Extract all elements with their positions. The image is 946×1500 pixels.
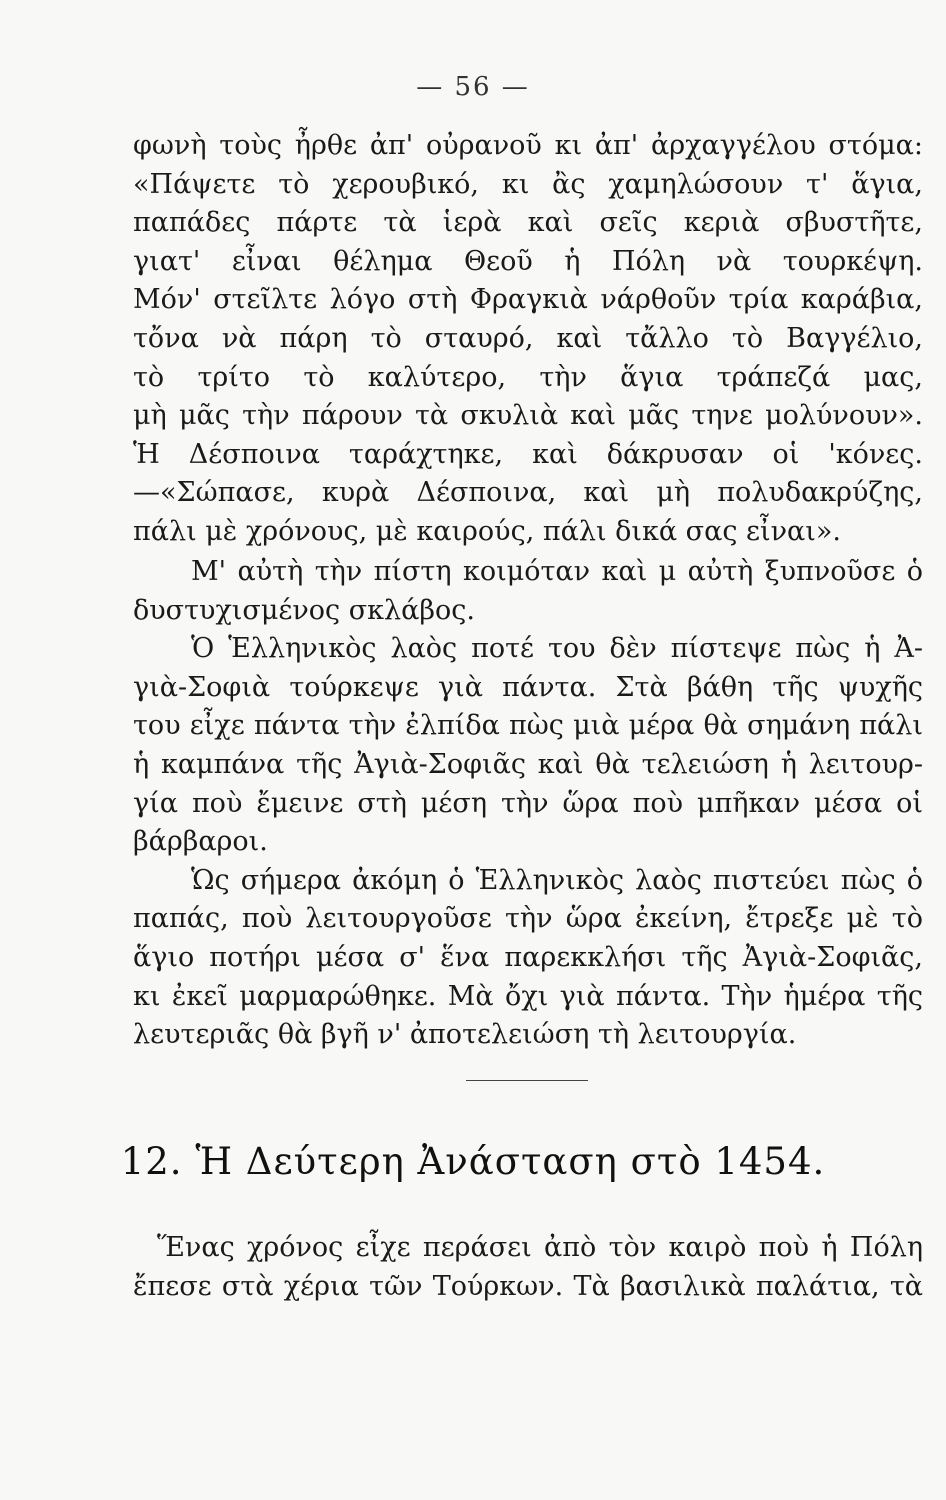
paragraph-line: γιὰ-Σοφιὰ τούρκεψε γιὰ πάντα. Στὰ βάθη τῆς ψυχῆς — [133, 671, 923, 703]
paragraph-line: λευτεριᾶς θὰ βγῆ ν' ἀποτελειώση τὴ λειτουργία. — [133, 1019, 797, 1051]
paragraph-line: κι ἐκεῖ μαρμαρώθηκε. Μὰ ὄχι γιὰ πάντα. Τὴν ἡμέρα τῆς — [133, 980, 923, 1012]
paragraph-line: βάρβαροι. — [133, 826, 268, 858]
verse-line: Ἡ Δέσποινα ταράχτηκε, καὶ δάκρυσαν οἱ 'κόνες. — [133, 438, 923, 470]
verse-line: τὄνα νὰ πάρη τὸ σταυρό, καὶ τἄλλο τὸ Βαγγέλιο, — [133, 322, 923, 354]
paragraph-line: Ὡς σήμερα ἀκόμη ὁ Ἑλληνικὸς λαὸς πιστεύει πὼς ὁ — [191, 864, 923, 896]
verse-line: παπάδες πάρτε τὰ ἱερὰ καὶ σεῖς κεριὰ σβυστῆτε, — [133, 207, 923, 239]
paragraph-line: Ὁ Ἑλληνικὸς λαὸς ποτέ του δὲν πίστεψε πὼς ἡ Ἀ- — [191, 633, 923, 665]
verse-block — [133, 127, 923, 552]
paragraph-line: δυστυχισμένος σκλάβος. — [133, 594, 475, 626]
page-number: — 56 — — [416, 72, 530, 102]
verse-line: τὸ τρίτο τὸ καλύτερο, τὴν ἅγια τράπεζά μας, — [133, 361, 923, 393]
verse-line: «Πάψετε τὸ χερουβικό, κι ἂς χαμηλώσουν τ' ἅγια, — [133, 168, 923, 200]
paragraph-line: γία ποὺ ἔμεινε στὴ μέση τὴν ὥρα ποὺ μπῆκαν μέσα οἱ — [133, 787, 923, 819]
paragraph-line: ἔπεσε στὰ χέρια τῶν Τούρκων. Τὰ βασιλικὰ παλάτια, τὰ — [133, 1270, 923, 1302]
section-divider — [466, 1080, 588, 1081]
chapter-opening — [133, 1229, 923, 1306]
prose-block — [133, 553, 923, 1055]
verse-line: φωνὴ τοὺς ἦρθε ἀπ' οὐρανοῦ κι ἀπ' ἀρχαγγέλου στόμα: — [133, 130, 923, 161]
verse-line: μὴ μᾶς τὴν πάρουν τὰ σκυλιὰ καὶ μᾶς τηνε μολύνουν». — [133, 400, 923, 432]
verse-line: πάλι μὲ χρόνους, μὲ καιρούς, πάλι δικά σας εἶναι». — [133, 515, 841, 547]
paragraph-line: του εἶχε πάντα τὴν ἐλπίδα πὼς μιὰ μέρα θὰ σημάνη πάλι — [133, 710, 923, 742]
paragraph-line: Μ' αὐτὴ τὴν πίστη κοιμόταν καὶ μ αὐτὴ ξυπνοῦσε ὁ — [191, 556, 923, 587]
chapter-heading: 12. Ἡ Δεύτερη Ἀνάσταση στὸ 1454. — [120, 1140, 826, 1183]
verse-line: Μόν' στεῖλτε λόγο στὴ Φραγκιὰ νάρθοῦν τρία καράβια, — [133, 284, 923, 316]
verse-line: —«Σώπασε, κυρὰ Δέσποινα, καὶ μὴ πολυδακρύζης, — [133, 477, 923, 509]
paragraph-line: Ἕνας χρόνος εἶχε περάσει ἀπὸ τὸν καιρὸ ποὺ ἡ Πόλη — [157, 1232, 923, 1263]
verse-line: γιατ' εἶναι θέλημα Θεοῦ ἡ Πόλη νὰ τουρκέψη. — [133, 245, 923, 277]
paragraph-line: ἅγιο ποτήρι μέσα σ' ἕνα παρεκκλήσι τῆς Ἀγιὰ-Σοφιᾶς, — [133, 941, 923, 973]
paragraph-line: ἡ καμπάνα τῆς Ἀγιὰ-Σοφιᾶς καὶ θὰ τελειώση ἡ λειτουρ- — [133, 748, 923, 780]
paragraph-line: παπάς, ποὺ λειτουργοῦσε τὴν ὥρα ἐκείνη, ἔτρεξε μὲ τὸ — [133, 903, 923, 935]
